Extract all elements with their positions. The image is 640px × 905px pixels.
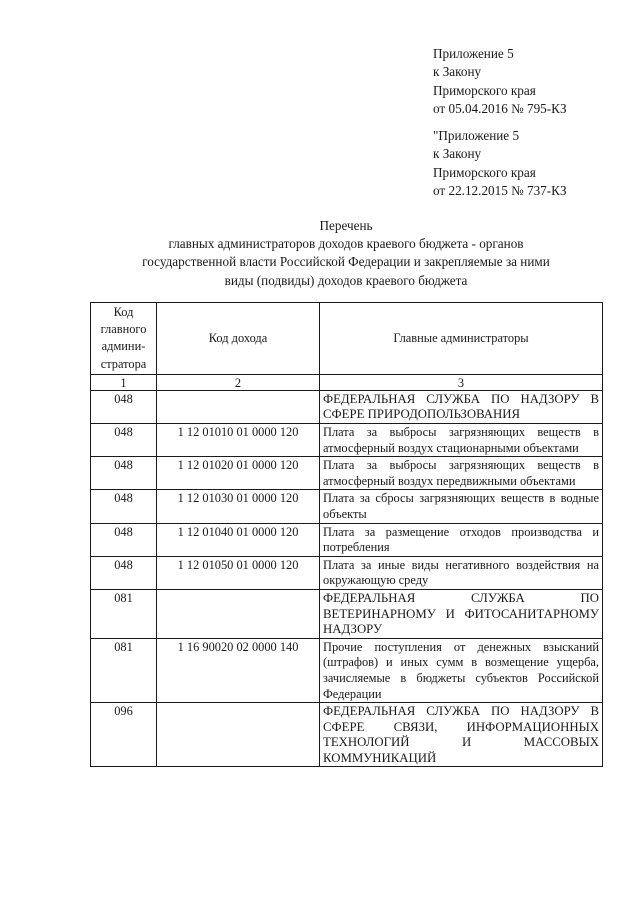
income-code-cell	[157, 390, 320, 423]
law-date-number: от 05.04.2016 № 795-КЗ	[433, 100, 567, 116]
admin-code-cell: 048	[91, 523, 157, 556]
table-row	[91, 490, 603, 523]
title-line-2: главных администраторов доходов краевого бюджета - органов	[168, 236, 524, 252]
table-row	[91, 703, 603, 767]
table-row	[91, 424, 603, 457]
income-code-cell: 1 12 01010 01 0000 120	[157, 424, 320, 457]
document-title	[90, 217, 602, 290]
income-code-cell	[157, 589, 320, 638]
table-header-row	[91, 303, 603, 375]
income-name-cell: Плата за сбросы загрязняющих веществ в водные объекты	[320, 490, 603, 523]
income-code-cell: 1 12 01020 01 0000 120	[157, 457, 320, 490]
administrators-table	[90, 302, 603, 767]
income-name-cell: Прочие поступления от денежных взысканий (штрафов) и иных сумм в возмещение ущерба, зачисляемые в бюджеты субъектов Российской Федерации	[320, 638, 603, 702]
title-line-4: виды (подвиды) доходов краевого бюджета	[224, 272, 468, 288]
table-row	[91, 523, 603, 556]
income-name-cell: Плата за размещение отходов производства и потребления	[320, 523, 603, 556]
agency-name-cell: ФЕДЕРАЛЬНАЯ СЛУЖБА ПО НАДЗОРУ В СФЕРЕ ПРИРОДОПОЛЬЗОВАНИЯ	[320, 390, 603, 423]
law-reference-original	[433, 127, 567, 200]
admin-code-cell: 048	[91, 556, 157, 589]
header-admin-code: Код главного админи-стратора	[91, 303, 157, 375]
title-line-3: государственной власти Российской Федерации и закрепляемые за ними	[142, 254, 550, 270]
agency-name-cell: ФЕДЕРАЛЬНАЯ СЛУЖБА ПО НАДЗОРУ В СФЕРЕ СВЯЗИ, ИНФОРМАЦИОННЫХ ТЕХНОЛОГИЙ И МАССОВЫХ КОММУНИКАЦИЙ	[320, 703, 603, 767]
table-row	[91, 589, 603, 638]
table-row	[91, 556, 603, 589]
admin-code-cell: 048	[91, 424, 157, 457]
income-name-cell: Плата за выбросы загрязняющих веществ в атмосферный воздух стационарными объектами	[320, 424, 603, 457]
table-row	[91, 457, 603, 490]
header-income-code: Код дохода	[157, 303, 320, 375]
income-code-cell: 1 12 01040 01 0000 120	[157, 523, 320, 556]
law-label: к Закону	[433, 64, 482, 80]
law-reference-current	[433, 45, 567, 118]
law-label: к Закону	[433, 146, 482, 162]
income-code-cell	[157, 703, 320, 767]
admin-code-cell: 048	[91, 457, 157, 490]
income-code-cell: 1 12 01050 01 0000 120	[157, 556, 320, 589]
admin-code-cell: 081	[91, 638, 157, 702]
income-name-cell: Плата за иные виды негативного воздействия на окружающую среду	[320, 556, 603, 589]
region-label: Приморского края	[433, 164, 536, 180]
appendix-label: "Приложение 5	[433, 128, 520, 143]
admin-code-cell: 096	[91, 703, 157, 767]
table-row	[91, 638, 603, 702]
agency-name-cell: ФЕДЕРАЛЬНАЯ СЛУЖБА ПО ВЕТЕРИНАРНОМУ И ФИТОСАНИТАРНОМУ НАДЗОРУ	[320, 589, 603, 638]
admin-code-cell: 048	[91, 490, 157, 523]
region-label: Приморского края	[433, 82, 536, 98]
admin-code-cell: 048	[91, 390, 157, 423]
title-line-1: Перечень	[319, 218, 373, 233]
table-row	[91, 390, 603, 423]
law-date-number: от 22.12.2015 № 737-КЗ	[433, 182, 567, 198]
admin-code-cell: 081	[91, 589, 157, 638]
income-code-cell: 1 16 90020 02 0000 140	[157, 638, 320, 702]
column-number: 3	[320, 374, 603, 390]
income-code-cell: 1 12 01030 01 0000 120	[157, 490, 320, 523]
income-name-cell: Плата за выбросы загрязняющих веществ в атмосферный воздух передвижными объектами	[320, 457, 603, 490]
column-number: 1	[91, 374, 157, 390]
column-number-row	[91, 374, 603, 390]
column-number: 2	[157, 374, 320, 390]
header-administrators: Главные администраторы	[320, 303, 603, 375]
appendix-label: Приложение 5	[433, 46, 514, 61]
